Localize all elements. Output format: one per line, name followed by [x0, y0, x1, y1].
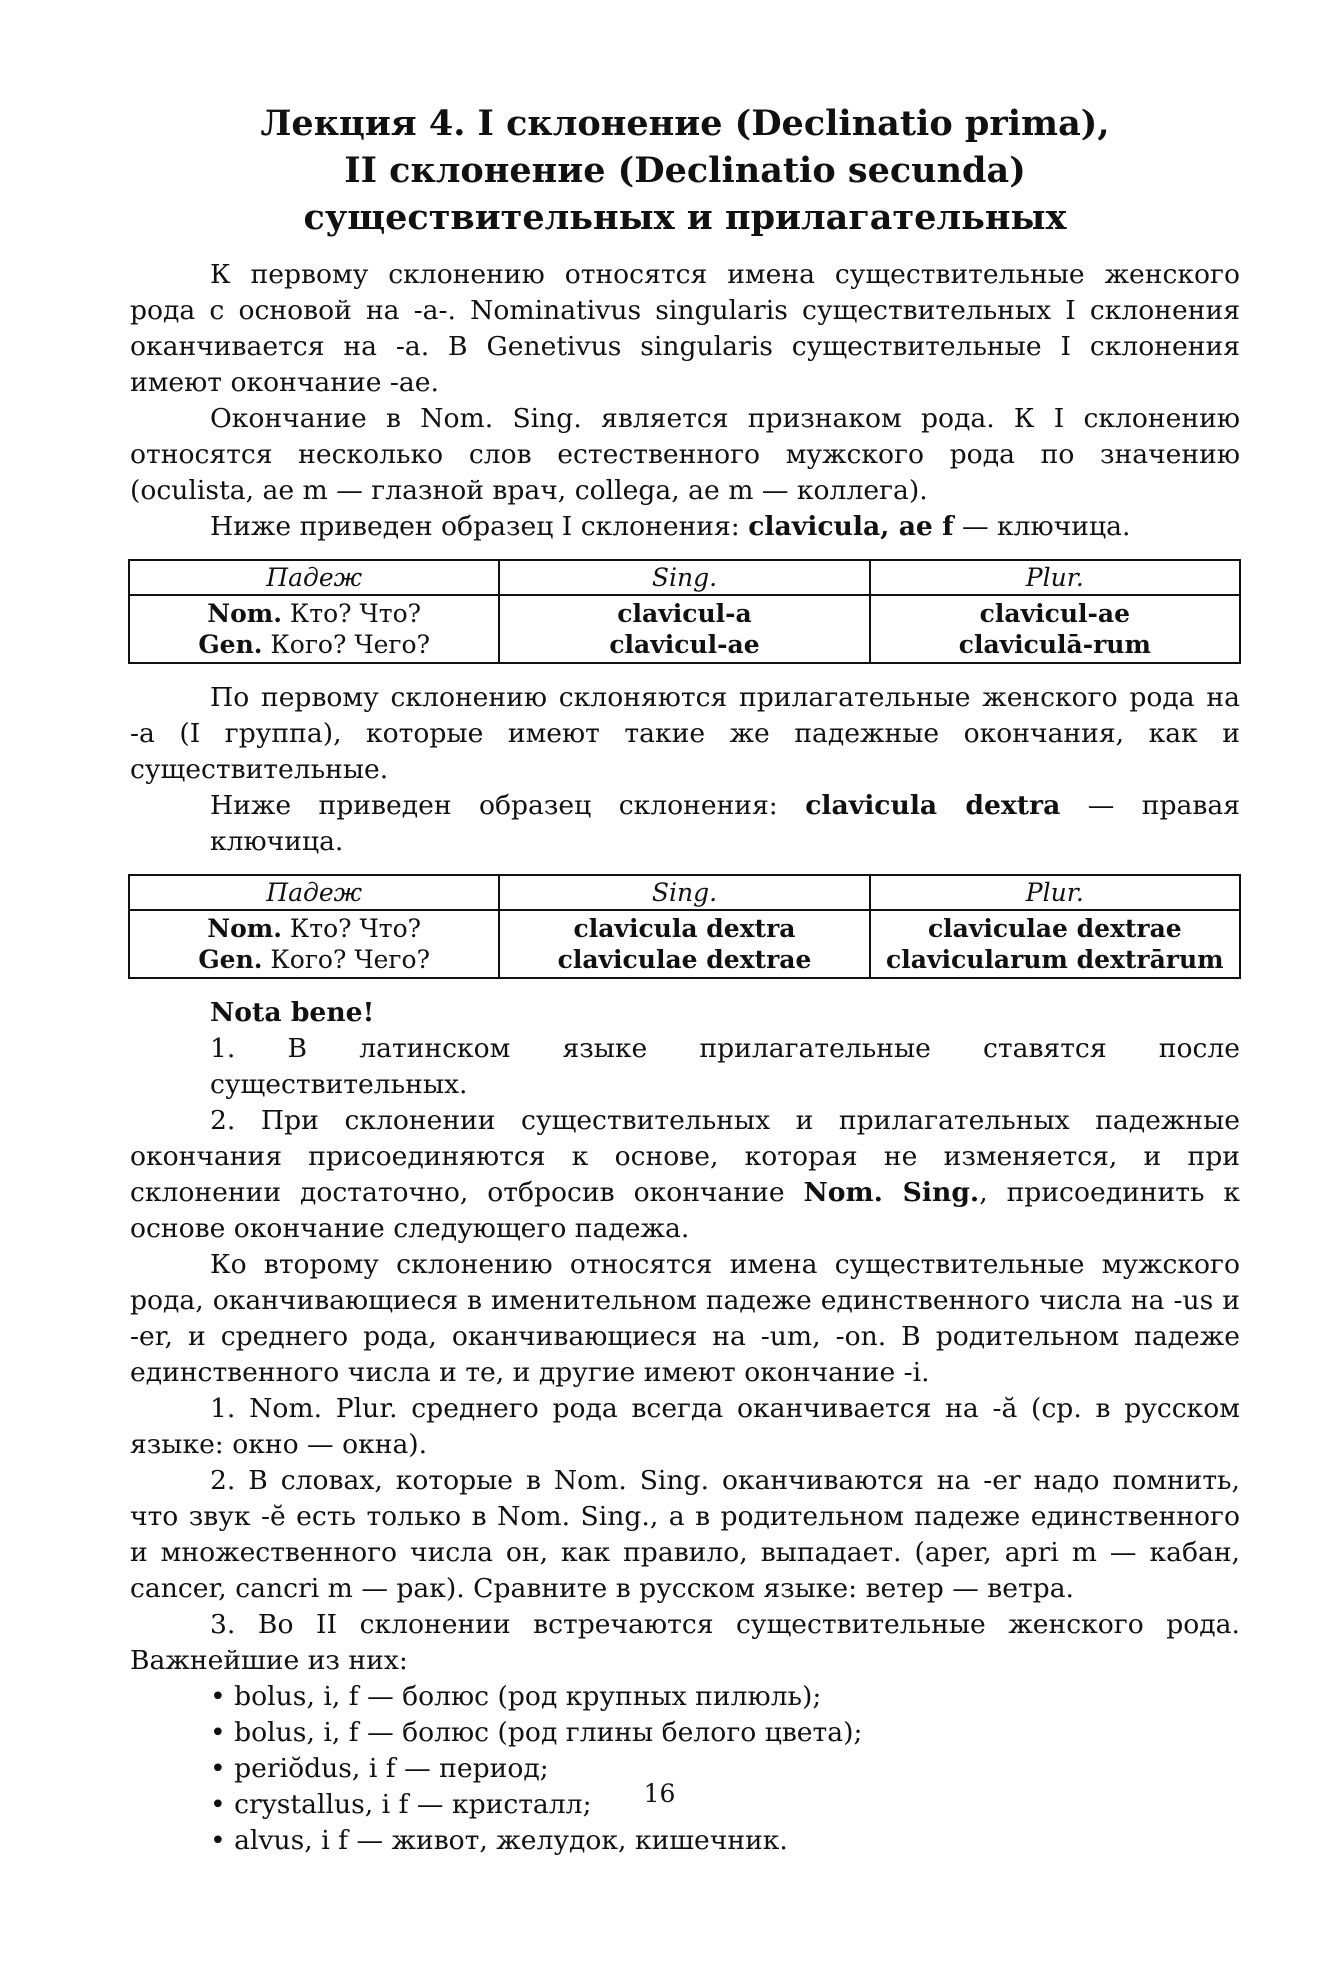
singular-gen: claviculae dextrae [557, 945, 812, 974]
feminine-exceptions-list [130, 1679, 1240, 1859]
case-question: Кто? Что? [281, 914, 422, 943]
case-cell [129, 595, 499, 663]
plural-cell [870, 910, 1240, 978]
plural-cell [870, 595, 1240, 663]
header-case: Падеж [129, 560, 499, 595]
nota-item2-text: 2. При склонении существительных и прилагательных падежные окончания присоединяются к основе, которая не изменяется, и при склонении достаточно, отбросив окончание [130, 1105, 1240, 1208]
page-number: 16 [643, 1779, 676, 1808]
singular-nom: clavicula dextra [573, 914, 796, 943]
plural-nom: claviculae dextrae [927, 914, 1182, 943]
case-nom [130, 598, 498, 629]
header-plural: Plur. [870, 875, 1240, 910]
list-item: • alvus, i f — живот, желудок, кишечник. [210, 1825, 788, 1856]
list-item: • bolus, i, f — болюс (род крупных пилюль); [210, 1681, 822, 1712]
table-header-row [129, 560, 1240, 595]
adj-p2-text: Ниже приведен образец склонения: [210, 790, 806, 821]
plural-gen: clavicularum dextrārum [886, 945, 1224, 974]
adjective-paragraph-2 [130, 788, 1240, 860]
table-header-row [129, 875, 1240, 910]
header-singular: Sing. [499, 875, 869, 910]
case-label: Gen. [198, 630, 263, 659]
title-line-3: существительных и прилагательных [303, 197, 1067, 238]
nota-item2-tail: , присоединить к основе окончание следующего падежа. [130, 1177, 1240, 1244]
title-line-2: II склонение (Declinatio secunda) [344, 150, 1026, 191]
case-gen [130, 944, 498, 975]
nota-bene-heading: Nota bene! [210, 997, 375, 1028]
case-question: Кого? Чего? [262, 945, 430, 974]
intro-paragraph-3 [130, 509, 1240, 545]
case-nom [130, 913, 498, 944]
case-cell [129, 910, 499, 978]
singular-nom: clavicul-a [617, 599, 752, 628]
singular-gen: clavicul-ae [609, 630, 760, 659]
adj-p2-example: clavicula dextra [805, 790, 1061, 821]
declension-table-noun [128, 559, 1241, 664]
lecture-title [130, 100, 1240, 241]
second-declension-paragraph: Ко второму склонению относятся имена существительные мужского рода, оканчивающиеся в именительном падеже единственного числа на -us и -er, и среднего рода, оканчивающиеся на -um, -on. В родительном падеже единственного числа и те, и другие имеют окончание -i. [130, 1249, 1240, 1388]
intro-p3-example: clavicula, ae f [748, 511, 954, 542]
case-question: Кого? Чего? [262, 630, 430, 659]
intro-paragraph-2: Окончание в Nom. Sing. является признаком рода. К I склонению относятся несколько слов естественного мужского рода по значению (oculista, ae m — глазной врач, collega, ae m — коллега). [130, 403, 1240, 506]
adjective-paragraph-1: По первому склонению склоняются прилагательные женского рода на -а (I группа), которые имеют такие же падежные окончания, как и существительные. [130, 682, 1240, 785]
second-rule-3: 3. Во II склонении встречаются существительные женского рода. Важнейшие из них: [130, 1609, 1240, 1676]
nota-item2-bold: Nom. Sing. [803, 1177, 980, 1208]
header-singular: Sing. [499, 560, 869, 595]
list-item: • bolus, i, f — болюс (род глины белого цвета); [210, 1717, 863, 1748]
plural-gen: claviculā-rum [958, 630, 1151, 659]
second-rule-2: 2. В словах, которые в Nom. Sing. оканчиваются на -er надо помнить, что звук -ĕ есть только в Nom. Sing., а в родительном падеже единственного и множественного числа он, как правило, выпадает. (aper, apri m — кабан, cancer, cancri m — рак). Сравните в русском языке: ветер — ветра. [130, 1465, 1240, 1604]
header-case: Падеж [129, 875, 499, 910]
intro-paragraph-1: К первому склонению относятся имена существительные женского рода с основой на -а-. Nominativus singularis существительных I склонения оканчивается на -а. В Genetivus singularis существительные I склонения имеют окончание -ае. [130, 259, 1240, 398]
singular-cell [499, 910, 869, 978]
case-label: Nom. [207, 599, 282, 628]
case-label: Nom. [207, 914, 282, 943]
nota-item-1: 1. В латинском языке прилагательные ставятся после существительных. [210, 1033, 1240, 1100]
case-gen [130, 629, 498, 660]
declension-table-adjective [128, 874, 1241, 979]
title-line-1: Лекция 4. I склонение (Declinatio prima), [260, 103, 1110, 144]
header-plural: Plur. [870, 560, 1240, 595]
adj-p2-tail: — правая ключица. [210, 790, 1240, 857]
nota-item-2 [130, 1103, 1240, 1247]
intro-p3-tail: — ключица. [953, 511, 1131, 542]
plural-nom: clavicul-ae [979, 599, 1130, 628]
intro-p3-text: Ниже приведен образец I склонения: [210, 511, 749, 542]
page-content [130, 100, 1240, 1859]
list-item: • crystallus, i f — кристалл; [210, 1789, 592, 1820]
table-row [129, 595, 1240, 663]
table-row [129, 910, 1240, 978]
second-rule-1: 1. Nom. Plur. среднего рода всегда оканчивается на -ă (ср. в русском языке: окно — окна). [130, 1393, 1240, 1460]
case-label: Gen. [198, 945, 263, 974]
list-item: • periŏdus, i f — период; [210, 1753, 549, 1784]
case-question: Кто? Что? [281, 599, 422, 628]
singular-cell [499, 595, 869, 663]
